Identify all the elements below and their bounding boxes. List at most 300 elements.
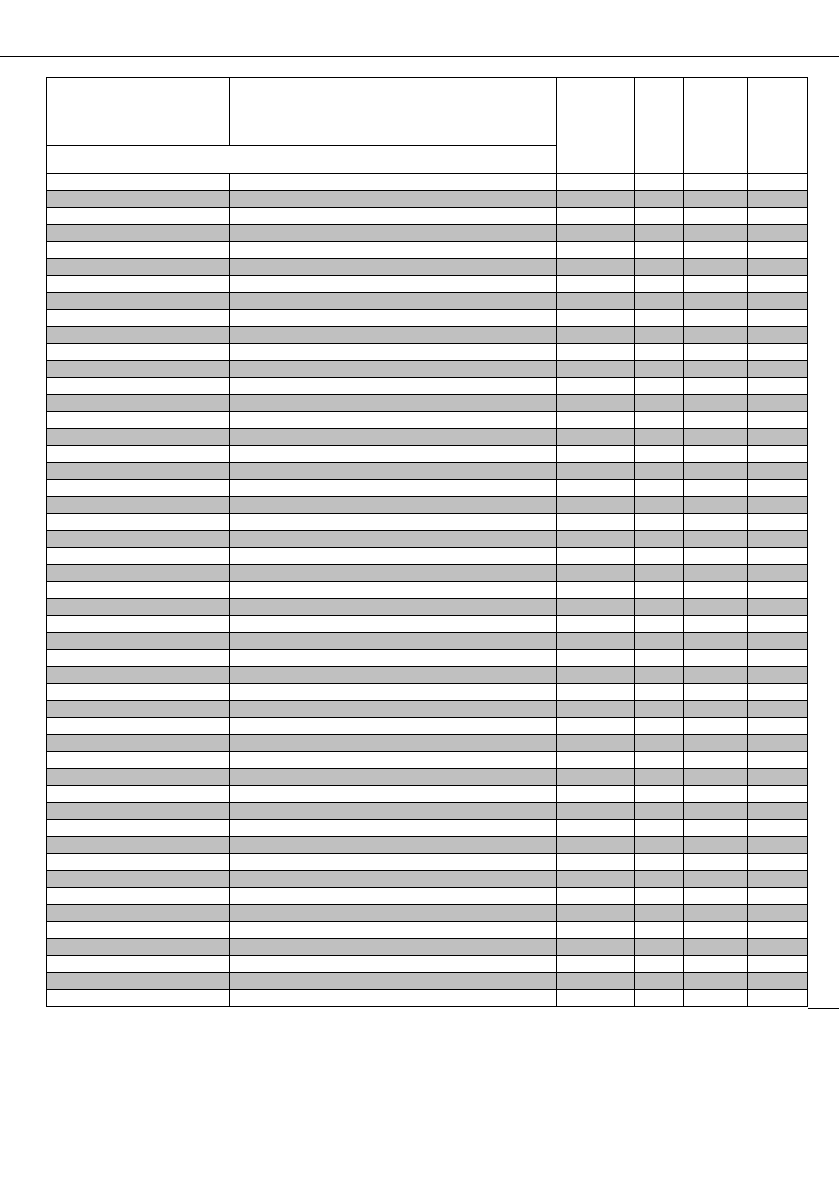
table-cell-col-4	[635, 837, 684, 854]
table-row	[47, 446, 808, 463]
table-cell-col-2	[230, 939, 557, 956]
table-cell-col-1	[47, 888, 230, 905]
table-cell-col-6	[748, 616, 808, 633]
table-cell-col-5	[684, 956, 748, 973]
header-cell-5	[684, 78, 748, 174]
table-cell-col-4	[635, 854, 684, 871]
table-row	[47, 752, 808, 769]
table-cell-col-5	[684, 667, 748, 684]
table-cell-col-3	[557, 497, 635, 514]
table-cell-col-6	[748, 888, 808, 905]
table-cell-col-2	[230, 752, 557, 769]
table-cell-col-4	[635, 344, 684, 361]
table-cell-col-1	[47, 667, 230, 684]
table-cell-col-6	[748, 973, 808, 990]
table-cell-col-1	[47, 650, 230, 667]
table-cell-col-2	[230, 684, 557, 701]
table-row	[47, 327, 808, 344]
table-cell-col-5	[684, 242, 748, 259]
table-cell-col-2	[230, 888, 557, 905]
table-cell-col-4	[635, 327, 684, 344]
table-cell-col-1	[47, 786, 230, 803]
table-cell-col-6	[748, 531, 808, 548]
table-cell-col-2	[230, 769, 557, 786]
table-cell-col-2	[230, 446, 557, 463]
table-row	[47, 973, 808, 990]
table-cell-col-2	[230, 735, 557, 752]
table-cell-col-6	[748, 259, 808, 276]
table-cell-col-6	[748, 565, 808, 582]
table-cell-col-1	[47, 310, 230, 327]
table-cell-col-2	[230, 361, 557, 378]
table-cell-col-4	[635, 871, 684, 888]
table-cell-col-1	[47, 701, 230, 718]
table-cell-col-2	[230, 973, 557, 990]
table-cell-col-4	[635, 378, 684, 395]
table-cell-col-5	[684, 276, 748, 293]
table-cell-col-5	[684, 378, 748, 395]
table-cell-col-6	[748, 174, 808, 191]
table-cell-col-5	[684, 616, 748, 633]
table-cell-col-6	[748, 939, 808, 956]
table-cell-col-3	[557, 446, 635, 463]
table-cell-col-2	[230, 378, 557, 395]
table-cell-col-5	[684, 191, 748, 208]
table-cell-col-2	[230, 990, 557, 1007]
table-cell-col-4	[635, 616, 684, 633]
table-cell-col-5	[684, 548, 748, 565]
table-cell-col-4	[635, 786, 684, 803]
table-row	[47, 905, 808, 922]
table-cell-col-5	[684, 939, 748, 956]
table-cell-col-2	[230, 259, 557, 276]
table-cell-col-5	[684, 412, 748, 429]
table-cell-col-2	[230, 412, 557, 429]
table-row	[47, 803, 808, 820]
table-cell-col-6	[748, 361, 808, 378]
table-cell-col-1	[47, 361, 230, 378]
table-cell-col-4	[635, 446, 684, 463]
table-cell-col-6	[748, 293, 808, 310]
table-row	[47, 378, 808, 395]
table-cell-col-4	[635, 752, 684, 769]
table-cell-col-5	[684, 480, 748, 497]
table-cell-col-1	[47, 599, 230, 616]
table-cell-col-3	[557, 395, 635, 412]
table-cell-col-4	[635, 922, 684, 939]
table-cell-col-4	[635, 242, 684, 259]
table-cell-col-2	[230, 480, 557, 497]
table-cell-col-1	[47, 718, 230, 735]
table-cell-col-1	[47, 378, 230, 395]
table-cell-col-4	[635, 395, 684, 412]
table-cell-col-4	[635, 565, 684, 582]
table-row	[47, 871, 808, 888]
table-row	[47, 174, 808, 191]
table-cell-col-2	[230, 327, 557, 344]
table-cell-col-6	[748, 191, 808, 208]
table-cell-col-5	[684, 497, 748, 514]
table-cell-col-1	[47, 905, 230, 922]
table-row	[47, 599, 808, 616]
table-cell-col-4	[635, 684, 684, 701]
table-cell-col-3	[557, 837, 635, 854]
table-cell-col-1	[47, 429, 230, 446]
table-row	[47, 480, 808, 497]
table-cell-col-4	[635, 650, 684, 667]
table-cell-col-3	[557, 276, 635, 293]
table-cell-col-4	[635, 463, 684, 480]
table-row	[47, 701, 808, 718]
table-row	[47, 667, 808, 684]
table-cell-col-4	[635, 514, 684, 531]
table-cell-col-4	[635, 276, 684, 293]
table-row	[47, 990, 808, 1007]
table-cell-col-5	[684, 395, 748, 412]
table-cell-col-3	[557, 718, 635, 735]
table-cell-col-4	[635, 174, 684, 191]
table-row	[47, 208, 808, 225]
table-cell-col-2	[230, 565, 557, 582]
table-cell-col-3	[557, 293, 635, 310]
table-cell-col-1	[47, 327, 230, 344]
table-cell-col-3	[557, 429, 635, 446]
table-cell-col-5	[684, 820, 748, 837]
table-cell-col-1	[47, 242, 230, 259]
table-cell-col-6	[748, 276, 808, 293]
table-row	[47, 548, 808, 565]
table-cell-col-6	[748, 820, 808, 837]
table-cell-col-5	[684, 361, 748, 378]
table-cell-col-4	[635, 718, 684, 735]
table-row	[47, 820, 808, 837]
table-cell-col-1	[47, 463, 230, 480]
table-cell-col-6	[748, 922, 808, 939]
table-cell-col-3	[557, 820, 635, 837]
table-cell-col-3	[557, 956, 635, 973]
table-row	[47, 344, 808, 361]
table-cell-col-6	[748, 837, 808, 854]
table-cell-col-3	[557, 786, 635, 803]
table-cell-col-3	[557, 769, 635, 786]
table-row	[47, 497, 808, 514]
table-cell-col-6	[748, 718, 808, 735]
table-cell-col-3	[557, 565, 635, 582]
table-row	[47, 888, 808, 905]
header-row-main	[47, 78, 808, 146]
bottom-rule	[808, 1008, 839, 1009]
table-cell-col-2	[230, 191, 557, 208]
table-cell-col-6	[748, 633, 808, 650]
table-cell-col-2	[230, 956, 557, 973]
table-cell-col-3	[557, 174, 635, 191]
table-cell-col-6	[748, 208, 808, 225]
header-subheader-span	[47, 146, 557, 174]
table-cell-col-6	[748, 769, 808, 786]
table-cell-col-1	[47, 684, 230, 701]
table-row	[47, 361, 808, 378]
table-cell-col-1	[47, 514, 230, 531]
table-cell-col-2	[230, 701, 557, 718]
table-cell-col-2	[230, 429, 557, 446]
table-cell-col-1	[47, 922, 230, 939]
table-cell-col-4	[635, 497, 684, 514]
table-row	[47, 463, 808, 480]
table-cell-col-6	[748, 752, 808, 769]
table-cell-col-2	[230, 310, 557, 327]
table-cell-col-6	[748, 650, 808, 667]
top-rule	[0, 56, 839, 57]
table-cell-col-3	[557, 208, 635, 225]
table-cell-col-4	[635, 905, 684, 922]
table-cell-col-3	[557, 412, 635, 429]
table-cell-col-2	[230, 667, 557, 684]
table-cell-col-3	[557, 650, 635, 667]
table-row	[47, 514, 808, 531]
table-cell-col-5	[684, 888, 748, 905]
table-cell-col-2	[230, 276, 557, 293]
table-cell-col-2	[230, 582, 557, 599]
table-cell-col-1	[47, 293, 230, 310]
table-cell-col-6	[748, 497, 808, 514]
table-cell-col-1	[47, 446, 230, 463]
table-cell-col-2	[230, 803, 557, 820]
table-cell-col-3	[557, 259, 635, 276]
table-cell-col-5	[684, 701, 748, 718]
table-cell-col-3	[557, 973, 635, 990]
table-cell-col-1	[47, 582, 230, 599]
table-cell-col-3	[557, 463, 635, 480]
table-cell-col-2	[230, 599, 557, 616]
table-cell-col-4	[635, 480, 684, 497]
table-cell-col-3	[557, 701, 635, 718]
header-cell-1	[47, 78, 230, 146]
table-cell-col-3	[557, 616, 635, 633]
table-cell-col-1	[47, 752, 230, 769]
table-cell-col-3	[557, 684, 635, 701]
table-row	[47, 922, 808, 939]
table-cell-col-1	[47, 837, 230, 854]
table-cell-col-3	[557, 191, 635, 208]
table-cell-col-1	[47, 616, 230, 633]
table-row	[47, 633, 808, 650]
table-cell-col-2	[230, 871, 557, 888]
table-cell-col-6	[748, 548, 808, 565]
form-table	[46, 77, 808, 1007]
table-row	[47, 395, 808, 412]
table-cell-col-3	[557, 242, 635, 259]
table-cell-col-4	[635, 990, 684, 1007]
table-cell-col-6	[748, 990, 808, 1007]
table-cell-col-5	[684, 905, 748, 922]
table-cell-col-4	[635, 259, 684, 276]
table-cell-col-1	[47, 412, 230, 429]
table-cell-col-1	[47, 191, 230, 208]
table-cell-col-4	[635, 208, 684, 225]
table-row	[47, 769, 808, 786]
table-cell-col-4	[635, 939, 684, 956]
table-cell-col-5	[684, 429, 748, 446]
table-cell-col-2	[230, 718, 557, 735]
table-cell-col-6	[748, 446, 808, 463]
table-cell-col-2	[230, 463, 557, 480]
table-cell-col-5	[684, 922, 748, 939]
table-cell-col-3	[557, 548, 635, 565]
table-cell-col-6	[748, 599, 808, 616]
table-cell-col-1	[47, 956, 230, 973]
table-cell-col-4	[635, 582, 684, 599]
table-cell-col-5	[684, 463, 748, 480]
table-cell-col-2	[230, 650, 557, 667]
table-cell-col-2	[230, 344, 557, 361]
table-row	[47, 939, 808, 956]
table-cell-col-6	[748, 327, 808, 344]
table-cell-col-6	[748, 582, 808, 599]
table-cell-col-5	[684, 514, 748, 531]
table-cell-col-4	[635, 293, 684, 310]
table-cell-col-1	[47, 276, 230, 293]
table-cell-col-1	[47, 395, 230, 412]
table-cell-col-3	[557, 990, 635, 1007]
table-cell-col-2	[230, 633, 557, 650]
table-cell-col-4	[635, 735, 684, 752]
table-cell-col-3	[557, 310, 635, 327]
table-cell-col-2	[230, 242, 557, 259]
table-row	[47, 412, 808, 429]
table-cell-col-4	[635, 310, 684, 327]
table-cell-col-5	[684, 531, 748, 548]
table-cell-col-5	[684, 565, 748, 582]
table-cell-col-3	[557, 939, 635, 956]
table-cell-col-4	[635, 769, 684, 786]
table-cell-col-6	[748, 684, 808, 701]
table-cell-col-1	[47, 174, 230, 191]
table-cell-col-1	[47, 803, 230, 820]
table-cell-col-4	[635, 548, 684, 565]
header-cell-6	[748, 78, 808, 174]
table-cell-col-6	[748, 480, 808, 497]
header-cell-2	[230, 78, 557, 146]
table-cell-col-1	[47, 633, 230, 650]
table-cell-col-6	[748, 378, 808, 395]
table-cell-col-2	[230, 174, 557, 191]
table-cell-col-5	[684, 786, 748, 803]
table-cell-col-4	[635, 412, 684, 429]
table-cell-col-4	[635, 633, 684, 650]
table-cell-col-5	[684, 446, 748, 463]
table-row	[47, 565, 808, 582]
table-cell-col-1	[47, 565, 230, 582]
table-cell-col-3	[557, 752, 635, 769]
table-cell-col-2	[230, 514, 557, 531]
table-cell-col-5	[684, 327, 748, 344]
table-cell-col-2	[230, 497, 557, 514]
table-cell-col-1	[47, 497, 230, 514]
table-cell-col-2	[230, 293, 557, 310]
table-cell-col-1	[47, 531, 230, 548]
table-cell-col-3	[557, 327, 635, 344]
table-row	[47, 718, 808, 735]
table-cell-col-4	[635, 820, 684, 837]
table-cell-col-2	[230, 225, 557, 242]
table-row	[47, 582, 808, 599]
table-cell-col-5	[684, 973, 748, 990]
table-cell-col-4	[635, 973, 684, 990]
table-cell-col-3	[557, 378, 635, 395]
table-row	[47, 310, 808, 327]
table-cell-col-1	[47, 939, 230, 956]
table-cell-col-6	[748, 701, 808, 718]
table-cell-col-6	[748, 871, 808, 888]
table-cell-col-4	[635, 429, 684, 446]
table-cell-col-5	[684, 871, 748, 888]
table-cell-col-3	[557, 905, 635, 922]
table-row	[47, 276, 808, 293]
table-cell-col-5	[684, 854, 748, 871]
table-row	[47, 225, 808, 242]
table-row	[47, 735, 808, 752]
table-cell-col-6	[748, 395, 808, 412]
table-cell-col-2	[230, 548, 557, 565]
table-cell-col-6	[748, 344, 808, 361]
table-cell-col-2	[230, 854, 557, 871]
table-row	[47, 616, 808, 633]
table-cell-col-3	[557, 361, 635, 378]
table-cell-col-6	[748, 803, 808, 820]
table-cell-col-6	[748, 429, 808, 446]
table-cell-col-2	[230, 837, 557, 854]
table-cell-col-5	[684, 225, 748, 242]
table-cell-col-6	[748, 412, 808, 429]
table-cell-col-4	[635, 701, 684, 718]
table-cell-col-6	[748, 225, 808, 242]
table-cell-col-5	[684, 259, 748, 276]
table-cell-col-3	[557, 531, 635, 548]
table-cell-col-5	[684, 599, 748, 616]
table-cell-col-4	[635, 956, 684, 973]
table-cell-col-5	[684, 650, 748, 667]
table-row	[47, 854, 808, 871]
table-cell-col-5	[684, 752, 748, 769]
table-cell-col-5	[684, 803, 748, 820]
table-cell-col-3	[557, 667, 635, 684]
table-cell-col-2	[230, 820, 557, 837]
table-row	[47, 191, 808, 208]
table-cell-col-6	[748, 514, 808, 531]
table-cell-col-1	[47, 769, 230, 786]
table-cell-col-3	[557, 225, 635, 242]
table-cell-col-6	[748, 735, 808, 752]
header-cell-3	[557, 78, 635, 174]
table-cell-col-5	[684, 344, 748, 361]
table-cell-col-3	[557, 514, 635, 531]
table-row	[47, 684, 808, 701]
table-cell-col-3	[557, 735, 635, 752]
table-cell-col-5	[684, 633, 748, 650]
table-cell-col-4	[635, 888, 684, 905]
table-cell-col-5	[684, 208, 748, 225]
table-cell-col-1	[47, 344, 230, 361]
table-cell-col-4	[635, 803, 684, 820]
table-cell-col-2	[230, 616, 557, 633]
table-cell-col-1	[47, 990, 230, 1007]
table-cell-col-5	[684, 769, 748, 786]
table-cell-col-4	[635, 361, 684, 378]
table-cell-col-1	[47, 820, 230, 837]
table-row	[47, 786, 808, 803]
table-cell-col-2	[230, 208, 557, 225]
table-cell-col-2	[230, 531, 557, 548]
